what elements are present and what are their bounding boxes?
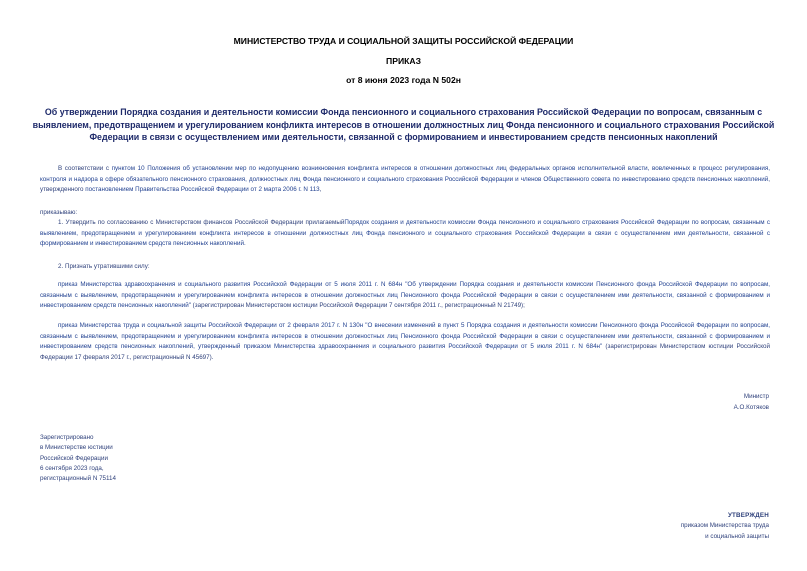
approval-heading: УТВЕРЖДЕН bbox=[727, 512, 769, 519]
item-1-procedure-link[interactable]: Порядок создания и деятельности комиссии Фонда пенсионного и социального страхования Российской Федерации по вопросам, связанным с выявлением, предотвращением и урегулированием конфликта интересов в отношении должностных лиц Фонда пенсионного и социального страхования Российской Федерации в связи с осуществлением ими деятельности, связанной с формированием и инвестированием средств пенсионных накоплений bbox=[40, 219, 770, 247]
registration-line: в Министерстве юстиции bbox=[40, 444, 113, 452]
registration-block bbox=[40, 433, 116, 484]
registration-line: Зарегистрировано bbox=[40, 434, 94, 441]
preamble-middle: , утвержденного bbox=[40, 175, 770, 193]
preamble-prefix: В соответствии с bbox=[58, 165, 112, 172]
repealed-order-2-registration: (зарегистрирован Министерством юстиции Российской Федерации 17 февраля 2017 г., регистрационный N 45697). bbox=[40, 343, 770, 361]
item-2-text: 2. Признать утратившими силу: bbox=[58, 263, 150, 270]
ordered-line: приказываю: bbox=[40, 209, 78, 216]
title-prefix: Об утверждении bbox=[44, 107, 121, 117]
signature-name: А.О.Котяков bbox=[733, 403, 769, 411]
registration-line: Российской Федерации bbox=[40, 454, 108, 462]
item-2-paragraph bbox=[40, 262, 770, 273]
approval-line: приказом Министерства труда bbox=[680, 522, 769, 530]
order-heading: ПРИКАЗ bbox=[386, 56, 421, 66]
registration-line: 6 сентября 2023 года, bbox=[40, 464, 104, 472]
approval-block bbox=[681, 511, 769, 542]
item-1-paragraph bbox=[40, 218, 770, 250]
repealed-order-2 bbox=[40, 321, 770, 363]
preamble-resolution-link[interactable]: постановлением Правительства Российской Федерации от 2 марта 2006 г. N 113 bbox=[85, 186, 320, 193]
document-title bbox=[30, 106, 777, 144]
signature-block bbox=[734, 392, 769, 413]
repealed-order-1-link[interactable]: приказ Министерства здравоохранения и социального развития Российской Федерации от 5 июля 2011 г. N 684н "Об утверждении Порядка создания и деятельности комиссии Пенсионного фонда Российской Федерации по вопросам, связанным с выявлением, предотвращением и урегулированием конфликта интересов в отношении должностных лиц Пенсионного фонда Российской Федерации в связи с осуществлением ими деятельности, связанной с формированием и инвестированием средств пенсионных накоплений" bbox=[40, 281, 770, 309]
registration-line: регистрационный N 75114 bbox=[40, 475, 116, 483]
repealed-order-1-registration: (зарегистрирован Министерством юстиции Российской Федерации 7 сентября 2011 г., регистрационный N 21749); bbox=[190, 302, 525, 309]
item-1-prefix: 1. Утвердить по согласованию с Министерством финансов Российской Федерации прилагаемый bbox=[58, 219, 345, 226]
repealed-order-1 bbox=[40, 280, 770, 312]
signature-position: Министр bbox=[743, 393, 769, 400]
preamble-end: , bbox=[319, 186, 322, 193]
title-procedure-link[interactable]: Порядка создания и деятельности комиссии Фонда пенсионного и социального страхования Российской Федерации по вопросам, связанным с выявлением, предотвращением и урегулированием конфликта интересов в отношении должностных лиц Фонда пенсионного и социального страхования Российской Федерации в связи с осуществлением ими деятельности, связанной с формированием и инвестированием средств пенсионных накоплений bbox=[32, 107, 775, 142]
repealed-order-2-link[interactable]: приказ Министерства труда и социальной защиты Российской Федерации от 2 февраля 2017 г. N 130н "О внесении изменений в пункт 5 Порядка создания и деятельности комиссии Пенсионного фонда Российской Федерации по вопросам, связанным с выявлением, предотвращением и урегулированием конфликта интересов в отношении должностных лиц Пенсионного фонда Российской Федерации в связи с осуществлением ими деятельности, связанной с формированием и инвестированием средств пенсионных накоплений, утвержденный приказом Министерства здравоохранения и социального развития Российской Федерации от 5 июля 2011 г. N 684н" bbox=[40, 322, 770, 350]
item-1-end: . bbox=[243, 240, 246, 247]
order-date: от 8 июня 2023 года N 502н bbox=[346, 75, 461, 85]
approval-line: и социальной защиты bbox=[705, 532, 769, 540]
ministry-heading: МИНИСТЕРСТВО ТРУДА И СОЦИАЛЬНОЙ ЗАЩИТЫ РОССИЙСКОЙ ФЕДЕРАЦИИ bbox=[233, 36, 574, 46]
preamble-paragraph bbox=[40, 164, 770, 196]
preamble-regulation-link[interactable]: пунктом 10 Положения об установлении мер по недопущению возникновения конфликта интересов в отношении должностных лиц федеральных органов исполнительной власти, вовлеченных в процесс регулирования, контроля и надзора в сфере обязательного пенсионного страхования, должностных лиц Фонда пенсионного и социального страхования Российской Федерации и членов Общественного совета по инвестированию средств пенсионных накоплений bbox=[40, 165, 770, 183]
